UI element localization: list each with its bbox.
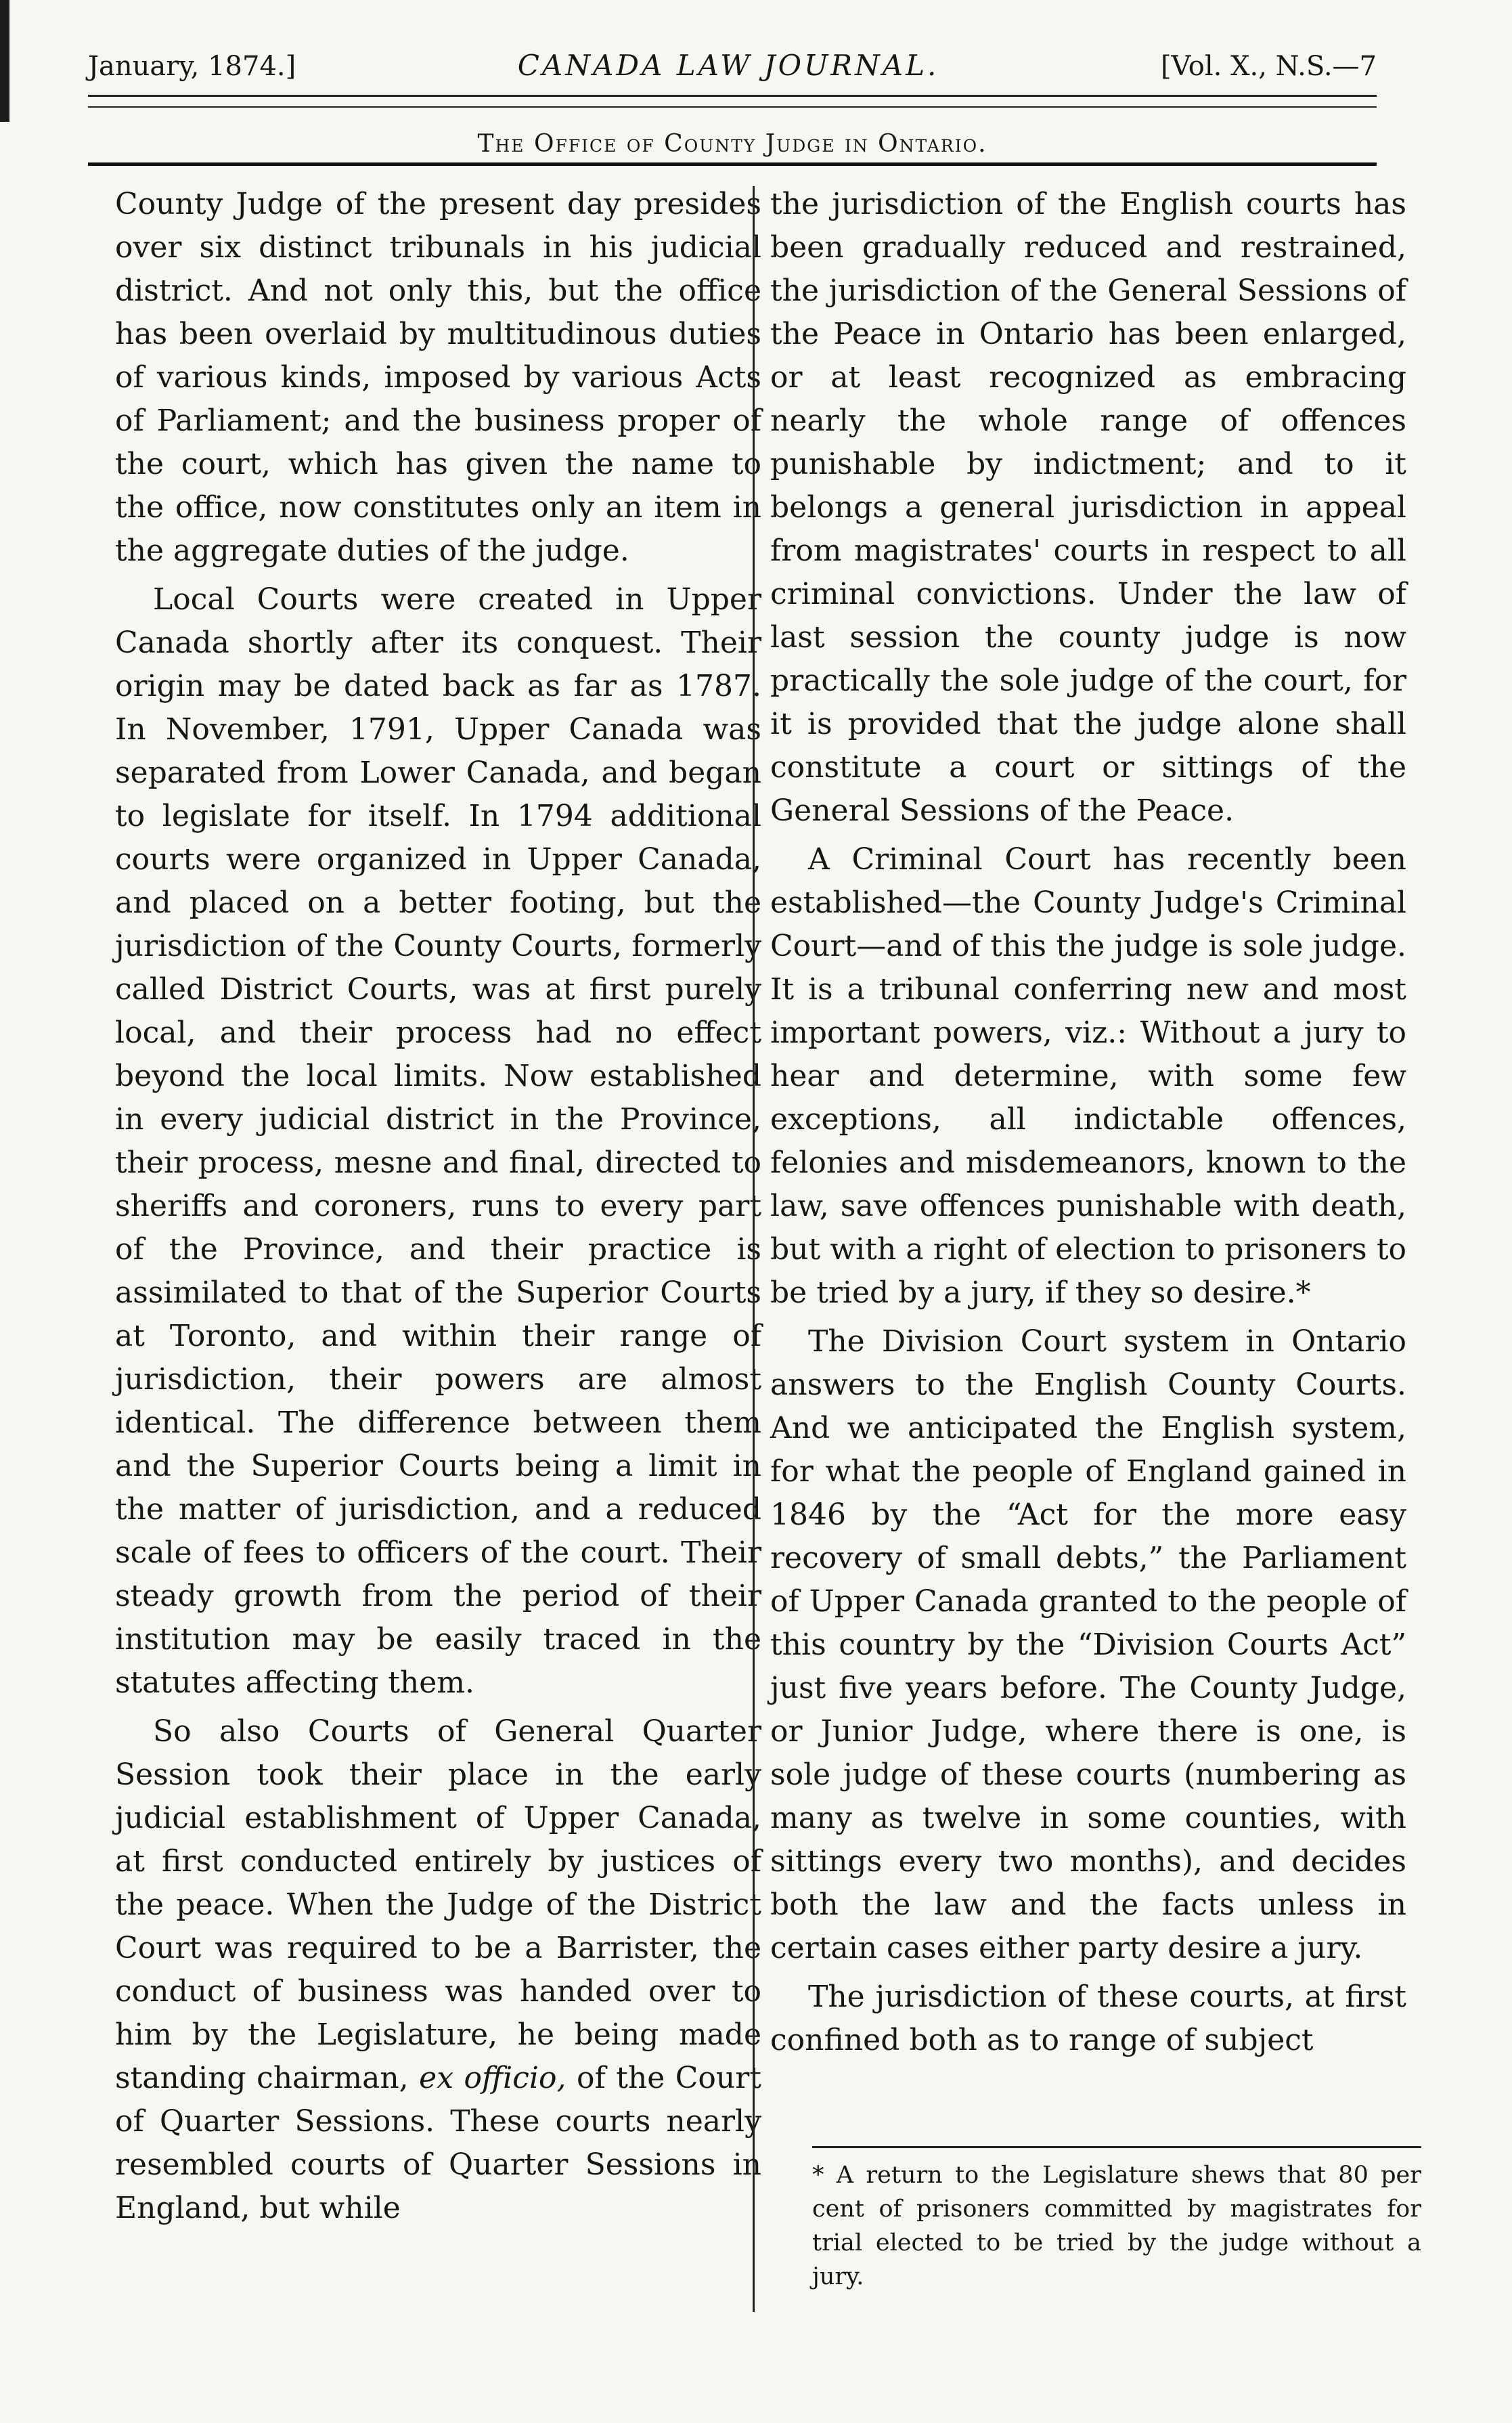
paragraph: the jurisdiction of the English courts has been gradually reduced and restrained, the jurisdiction of the General Sessions of the Peace in Ontario has been enlarged, or at least recognized as embracing nearly the whole range of offences punishable by indictment; and to it belongs a general jurisdiction in appeal from magistrates' courts in respect to all criminal convictions. Under the law of last session the county judge is now practically the sole judge of the court, for it is provided that the judge alone shall constitute a court or sittings of the General Sessions of the Peace. — [770, 187, 1406, 828]
paragraph: Local Courts were created in Upper Canada shortly after its conquest. Their origin may be dated back as far as 1787. In November, 1791, Upper Canada was separated from Lower Canada, and began to legislate for itself. In 1794 additional courts were organized in Upper Canada, and placed on a better footing, but the jurisdiction of the County Courts, formerly called District Courts, was at first purely local, and their process had no effect beyond the local limits. Now established in every judicial district in the Province, their process, mesne and final, directed to sheriffs and coroners, runs to every part of the Province, and their practice is assimilated to that of the Superior Courts at Toronto, and within their range of jurisdiction, their powers are almost identical. The difference between them and the Superior Courts being a limit in the matter of jurisdiction, and a reduced scale of fees to officers of the court. Their steady growth from the period of their institution may be easily traced in the statutes affecting them. — [115, 582, 761, 1700]
latin-phrase: ex officio, — [419, 2061, 566, 2095]
paragraph — [115, 1710, 761, 2230]
paragraph: The Division Court system in Ontario answers to the English County Courts. And we anticipated the English system, for what the people of England gained in 1846 by the “Act for the more easy recovery of small debts,” the Parliament of Upper Canada granted to the people of this country by the “Division Courts Act” just five years before. The County Judge, or Junior Judge, where there is one, is sole judge of these courts (numbering as many as twelve in some counties, with sittings every two months), and decides both the law and the facts unless in certain cases either party desire a jury. — [770, 1324, 1406, 1965]
paragraph: A Criminal Court has recently been established—the County Judge's Criminal Court—and of this the judge is sole judge. It is a tribunal conferring new and most important powers, viz.: Without a jury to hear and determine, with some few exceptions, all indictable offences, felonies and misdemeanors, known to the law, save offences punishable with death, but with a right of election to prisoners to be tried by a jury, if they so desire.* — [770, 842, 1406, 1310]
section-title: The Office of County Judge in Ontario. — [477, 130, 987, 158]
paragraph-text: So also Courts of General Quarter Session took their place in the early judicial establishment of Upper Canada, at first conducted entirely by justices of the peace. When the Judge of the District Court was required to be a Barrister, the conduct of business was handed over to him by the Legislature, he being made standing chairman, — [115, 1714, 761, 2095]
paragraph-text: of the Court of Quarter Sessions. These courts nearly resembled courts of Quarter Sessions in England, but while — [115, 2061, 761, 2225]
footnote-rule — [812, 2146, 1421, 2148]
running-header — [88, 49, 1377, 89]
volume-page: [Vol. X., N.S.—7 — [1160, 51, 1377, 82]
paragraph: The jurisdiction of these courts, at first confined both as to range of subject — [770, 1980, 1406, 2057]
paragraph: County Judge of the present day presides over six distinct tribunals in his judicial district. And not only this, but the office has been overlaid by multitudinous duties of various kinds, imposed by various Acts of Parliament; and the business proper of the court, which has given the name to the office, now constitutes only an item in the aggregate duties of the judge. — [115, 187, 761, 568]
right-column — [770, 183, 1406, 2068]
footnote: * A return to the Legislature shews that 80 per cent of prisoners committed by magistrates for trial elected to be tried by the judge without a jury. — [812, 2162, 1421, 2290]
issue-date: January, 1874.] — [88, 51, 296, 82]
section-rule — [88, 162, 1377, 166]
left-column — [115, 183, 761, 2235]
column-divider — [753, 186, 755, 2312]
scan-edge-mark — [0, 0, 9, 122]
header-double-rule — [88, 95, 1377, 108]
journal-title: CANADA LAW JOURNAL. — [517, 49, 939, 82]
